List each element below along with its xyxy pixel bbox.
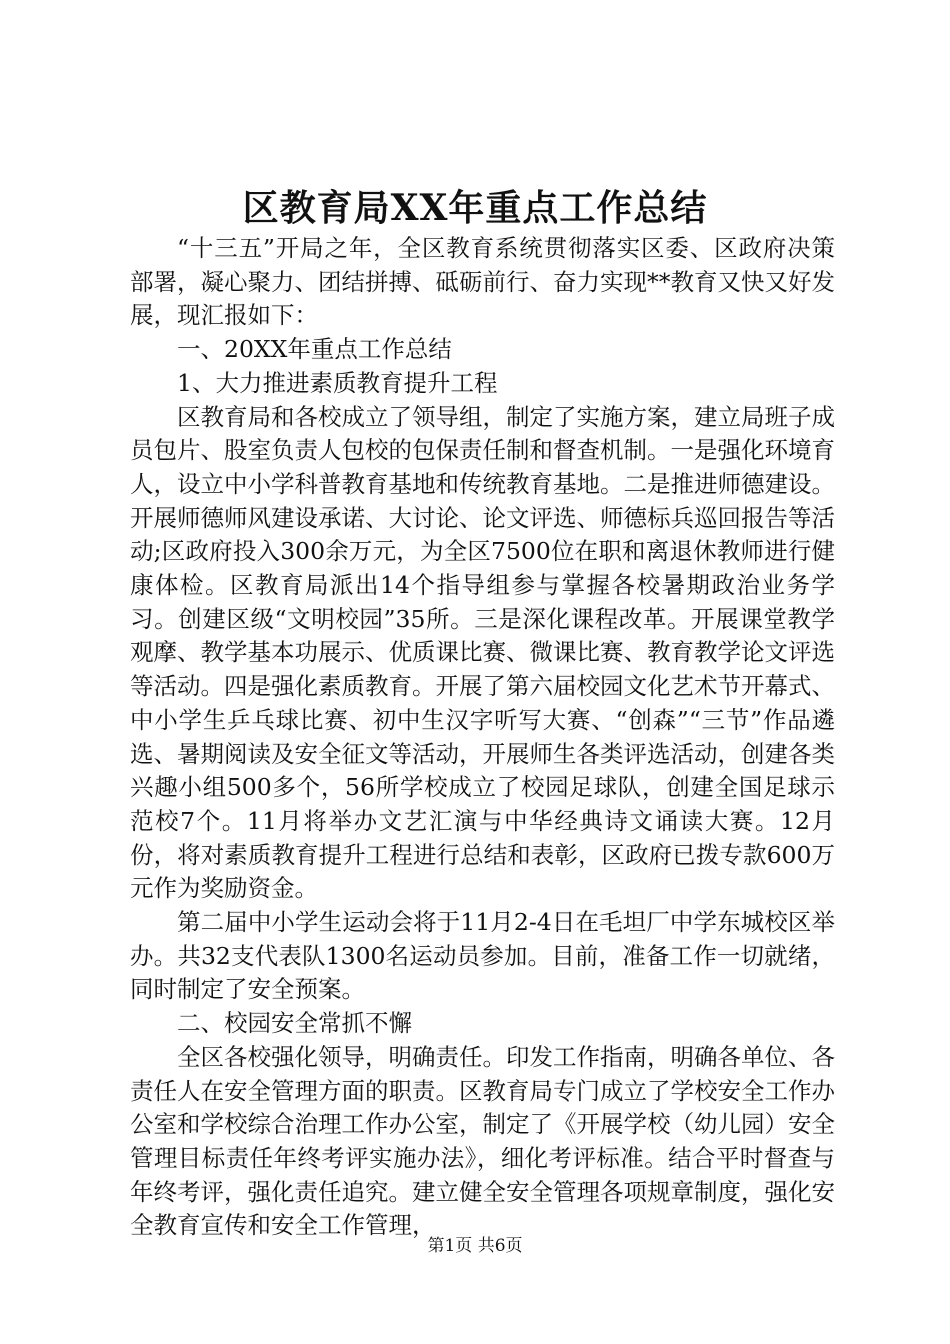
body-paragraph: 区教育局和各校成立了领导组，制定了实施方案，建立局班子成员包片、股室负责人包校的包保责任制和督查机制。一是强化环境育人，设立中小学科普教育基地和传统教育基地。二是推进师德建设。开展师德师风建设承诺、大讨论、论文评选、师德标兵巡回报告等活动;区政府投入300余万元，为全区7500位在职和离退休教师进行健康体检。区教育局派出14个指导组参与掌握各校暑期政治业务学习。创建区级“文明校园”35所。三是深化课程改革。开展课堂教学观摩、教学基本功展示、优质课比赛、微课比赛、教育教学论文评选等活动。四是强化素质教育。开展了第六届校园文化艺术节开幕式、中小学生乒乓球比赛、初中生汉字听写大赛、“创森”“三节”作品遴选、暑期阅读及安全征文等活动，开展师生各类评选活动，创建各类兴趣小组500多个，56所学校成立了校园足球队，创建全国足球示范校7个。11月将举办文艺汇演与中华经典诗文诵读大赛。12月份，将对素质教育提升工程进行总结和表彰，区政府已拨专款600万元作为奖励资金。 <box>130 402 835 903</box>
subsection-heading-1: 1、大力推进素质教育提升工程 <box>177 368 498 397</box>
body-paragraph: 全区各校强化领导，明确责任。印发工作指南，明确各单位、各责任人在安全管理方面的职责。区教育局专门成立了学校安全工作办公室和学校综合治理工作办公室，制定了《开展学校（幼儿园）安全管理目标责任年终考评实施办法》，细化考评标准。结合平时督查与年终考评，强化责任追究。建立健全安全管理各项规章制度，强化安全教育宣传和安全工作管理， <box>130 1042 835 1240</box>
document-title: 区教育局XX年重点工作总结 <box>242 187 708 229</box>
document-body <box>130 232 835 1243</box>
page-footer: 第1页 共6页 <box>427 1236 523 1256</box>
section-heading-2: 二、校园安全常抓不懈 <box>177 1009 412 1038</box>
intro-paragraph: “十三五”开局之年，全区教育系统贯彻落实区委、区政府决策部署，凝心聚力、团结拼搏、砥砺前行、奋力实现**教育又快又好发展，现汇报如下： <box>130 234 835 330</box>
body-paragraph: 第二届中小学生运动会将于11月2-4日在毛坦厂中学东城校区举办。共32支代表队1300名运动员参加。目前，准备工作一切就绪，同时制定了安全预案。 <box>130 908 835 1004</box>
section-heading-1: 一、20XX年重点工作总结 <box>177 335 452 364</box>
